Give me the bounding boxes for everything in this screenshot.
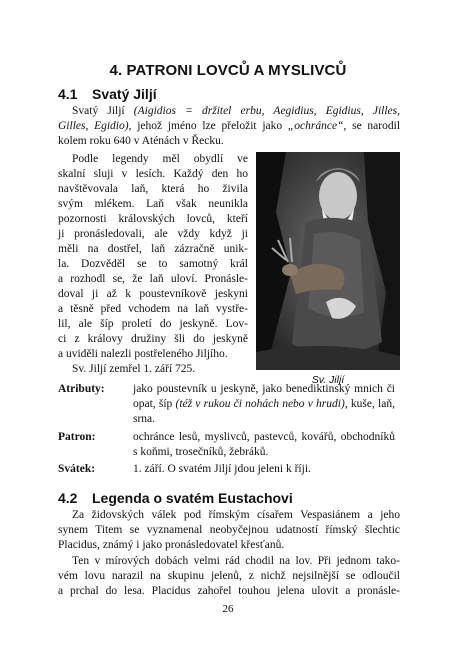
intro-paragraph: Svatý Jiljí (Aigidios = držitel erbu, Aegidius, Egidius, Jilles, Gilles, Egidio), jehož jméno lze přeložit jako „ochránce“, se narodil kolem roku 640 v Aténách v Řecku. xyxy=(58,105,401,147)
saint-giles-illustration xyxy=(256,152,400,370)
feast-label: Svátek: xyxy=(58,463,96,475)
legend-paragraph: Podle legendy měl obydlí ve skalní sluji v lesích. Každý den ho navštěvovala laň, která ho živila svým mlékem. Laň však neunikla pozornosti královských lovců, kteří ji pronásledovali, ale vždy když ji měli na dostřel, laň zázračně unik- la. Dozvěděl se to samotný král a rozhodl se, že laň uloví. Pronásle- doval ji až k poustevníkově jeskyni a těsně před vchodem na laň vystře- lil, ale šíp proletí do jeskyně. Lov- ci z královy družiny šli do jeskyně a uviděli nalezli postřeleného Jiljího. xyxy=(58,153,248,360)
attributes-label: Atributy: xyxy=(58,383,105,395)
feast-text: 1. září. O svatém Jiljí jdou jeleni k říji. xyxy=(133,463,311,475)
patron-text: ochránce lesů, myslivců, pastevců, kovářů, obchodníků s koňmi, trosečníků, žebráků. xyxy=(133,431,395,458)
section-heading-4-2 xyxy=(58,490,293,506)
eustace-paragraph-2: Ten v mírových dobách velmi rád chodil na lov. Při jednom tako- vém lovu narazil na skupinu jelenů, z nichž nejsilnější se odloučil a prchal do lesa. Placidus zahořel touhou jelena ulovit a pronásle- xyxy=(58,555,400,597)
feast-entry xyxy=(58,462,400,477)
attributes-entry xyxy=(58,382,400,427)
attributes-text: jako poustevník u jeskyně, jako benediktinský mnich či opat, šíp (též v rukou či nohách nebo v hrudi), kuše, laň, srna. xyxy=(133,383,395,425)
section-number: 4.1 xyxy=(58,86,78,102)
section-number: 4.2 xyxy=(58,490,78,506)
section-heading-4-1 xyxy=(58,86,157,102)
eustace-paragraph-1: Za židovských válek pod římským císařem Vespasiánem a jeho synem Titem se vyznamenal neobyčejnou udatností římský šlechtic Placidus, známý i jako pronásledovatel křesťanů. xyxy=(58,509,400,551)
saint-with-deer-image xyxy=(256,152,400,370)
patron-entry xyxy=(58,430,400,460)
section-title: Legenda o svatém Eustachovi xyxy=(92,490,293,506)
section-title: Svatý Jiljí xyxy=(92,86,157,102)
page-number: 26 xyxy=(222,603,234,615)
figure-caption: Sv. Jiljí xyxy=(311,374,345,386)
death-paragraph: Sv. Jiljí zemřel 1. září 725. xyxy=(72,363,196,375)
chapter-title: 4. PATRONI LOVCŮ A MYSLIVCŮ xyxy=(109,62,347,79)
patron-label: Patron: xyxy=(58,431,96,443)
